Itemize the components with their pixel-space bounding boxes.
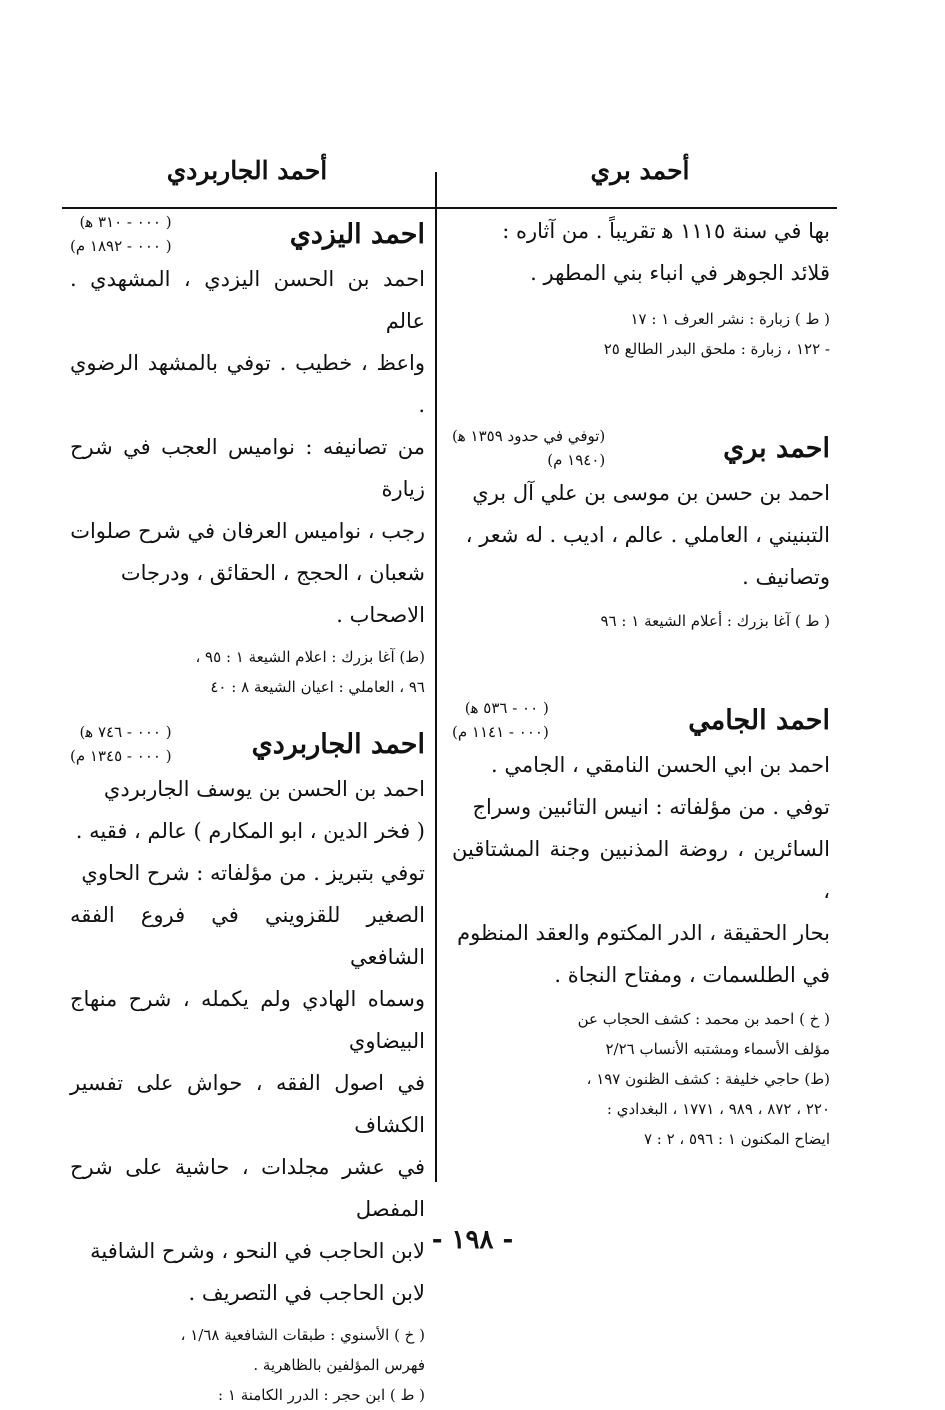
entry-text-line: ( فخر الدين ، ابو المكارم ) عالم ، فقيه . (75, 819, 425, 843)
entry-text-line: التبنيني ، العاملي . عالم ، اديب . له شعر ، (465, 523, 830, 547)
source-line: ( ط ) ابن حجر : الدرر الكامنة ١ : (218, 1386, 425, 1404)
entry-name: احمد الجامي (688, 704, 830, 736)
dates-gregorian: ( ٠٠٠ - ١٨٩٢ م) (70, 237, 172, 255)
entry-heading-jami (452, 696, 830, 744)
entry-text-line: في اصول الفقه ، حواش على تفسير الكشاف (63, 1071, 425, 1137)
source-line: ٢٢٠ ، ٨٧٢ ، ٩٨٩ ، ١٧٧١ ، البغدادي : (606, 1100, 830, 1118)
source-line: ( ط ) زبارة : نشر العرف ١ : ١٧ (630, 310, 830, 328)
entry-dates (452, 696, 549, 744)
right-column (445, 210, 830, 1154)
entry-heading-bari (452, 424, 830, 472)
entry-text-line: من تصانيفه : نواميس العجب في شرح زيارة (63, 435, 425, 501)
source-line: (ط) آغا بزرك : اعلام الشيعة ١ : ٩٥ ، (195, 648, 425, 666)
entry-text-line: توفي بتبريز . من مؤلفاته : شرح الحاوي (81, 861, 425, 885)
entry-dates (452, 424, 605, 472)
source-line: فهرس المؤلفين بالظاهرية . (253, 1356, 425, 1374)
entry-text-line: احمد بن الحسن اليزدي ، المشهدي . عالم (63, 267, 425, 333)
entry-text-line: شعبان ، الحجج ، الحقائق ، ودرجات (120, 561, 425, 585)
running-header-right: أحمد بري (590, 156, 690, 185)
source-line: مؤلف الأسماء ومشتبه الأنساب ٢/٢٦ (605, 1040, 830, 1058)
running-header-left: أحمد الجاربردي (166, 156, 328, 185)
source-line: ايضاح المكنون ١ : ٥٩٦ ، ٢ : ٧ (643, 1130, 830, 1148)
source-line: ( خ ) الأسنوي : طبقات الشافعية ١/٦٨ ، (180, 1326, 425, 1344)
dates-hijri: ( ٠٠٠ - ٧٤٦ ﻫ) (79, 723, 172, 741)
entry-text-line: بحار الحقيقة ، الدر المكتوم والعقد المنظوم (457, 921, 830, 945)
dates-gregorian: ( ٠٠٠ - ١٣٤٥ م) (70, 747, 172, 765)
entry-name: احمد الجاربردي (251, 728, 425, 760)
entry-text-line: رجب ، نواميس العرفان في شرح صلوات (70, 519, 425, 543)
entry-text-line: الاصحاب . (336, 603, 425, 627)
dates-gregorian: (٠٠٠ - ١١٤١ م) (452, 723, 549, 741)
dates-gregorian: (١٩٤٠ م) (547, 451, 606, 469)
entry-name: احمد اليزدي (289, 218, 425, 250)
column-divider (435, 172, 437, 1182)
entry-dates (70, 210, 172, 258)
entry-text-line: واعظ ، خطيب . توفي بالمشهد الرضوي . (63, 351, 425, 417)
entry-text-line: في عشر مجلدات ، حاشية على شرح المفصل (63, 1155, 425, 1221)
header-rule (62, 207, 837, 209)
entry-text-line: احمد بن الحسن بن يوسف الجاربردي (103, 777, 425, 801)
entry-text-line: وتصانيف . (742, 565, 830, 589)
entry-name: احمد بري (723, 432, 830, 464)
entry-text-line: الصغير للقزويني في فروع الفقه الشافعي (63, 903, 425, 969)
entry-heading-yazdi (70, 210, 425, 258)
dates-hijri: ( ٠٠٠ - ٣١٠ ﻫ) (79, 213, 172, 231)
entry-text-line: توفي . من مؤلفاته : انيس التائبين وسراج (472, 795, 830, 819)
continuation-line: بها في سنة ١١١٥ ﻫ تقريباً . من آثاره : (502, 219, 830, 243)
entry-text-line: السائرين ، روضة المذنبين وجنة المشتاقين ، (445, 837, 830, 903)
continuation-line: قلائد الجوهر في انباء بني المطهر . (530, 261, 830, 285)
source-line: (ط) حاجي خليفة : كشف الظنون ١٩٧ ، (586, 1070, 830, 1088)
entry-text-line: احمد بن ابي الحسن النامقي ، الجامي . (491, 753, 830, 777)
entry-text-line: في الطلسمات ، ومفتاح النجاة . (554, 963, 830, 987)
dates-hijri: (توفي في حدود ١٣٥٩ ﻫ) (452, 427, 606, 445)
source-line: ( ط ) آغا بزرك : أعلام الشيعة ١ : ٩٦ (600, 612, 830, 630)
source-line: ( خ ) احمد بن محمد : كشف الحجاب عن (577, 1010, 830, 1028)
entry-text-line: لابن الحاجب في النحو ، وشرح الشافية (90, 1239, 425, 1263)
entry-heading-jarbardi (70, 720, 425, 768)
dates-hijri: ( ٠٠ - ٥٣٦ ﻫ) (464, 699, 549, 717)
entry-text-line: احمد بن حسن بن موسى بن علي آل بري (472, 481, 830, 505)
entry-dates (70, 720, 172, 768)
source-line: - ١٢٢ ، زبارة : ملحق البدر الطالع ٢٥ (603, 340, 830, 358)
entry-text-line: وسماه الهادي ولم يكمله ، شرح منهاج البيضاوي (63, 987, 425, 1053)
page-number: - ١٩٨ - (431, 1225, 514, 1255)
entry-text-line: لابن الحاجب في التصريف . (188, 1281, 425, 1305)
source-line: ٩٦ ، العاملي : اعيان الشيعة ٨ : ٤٠ (210, 678, 425, 696)
